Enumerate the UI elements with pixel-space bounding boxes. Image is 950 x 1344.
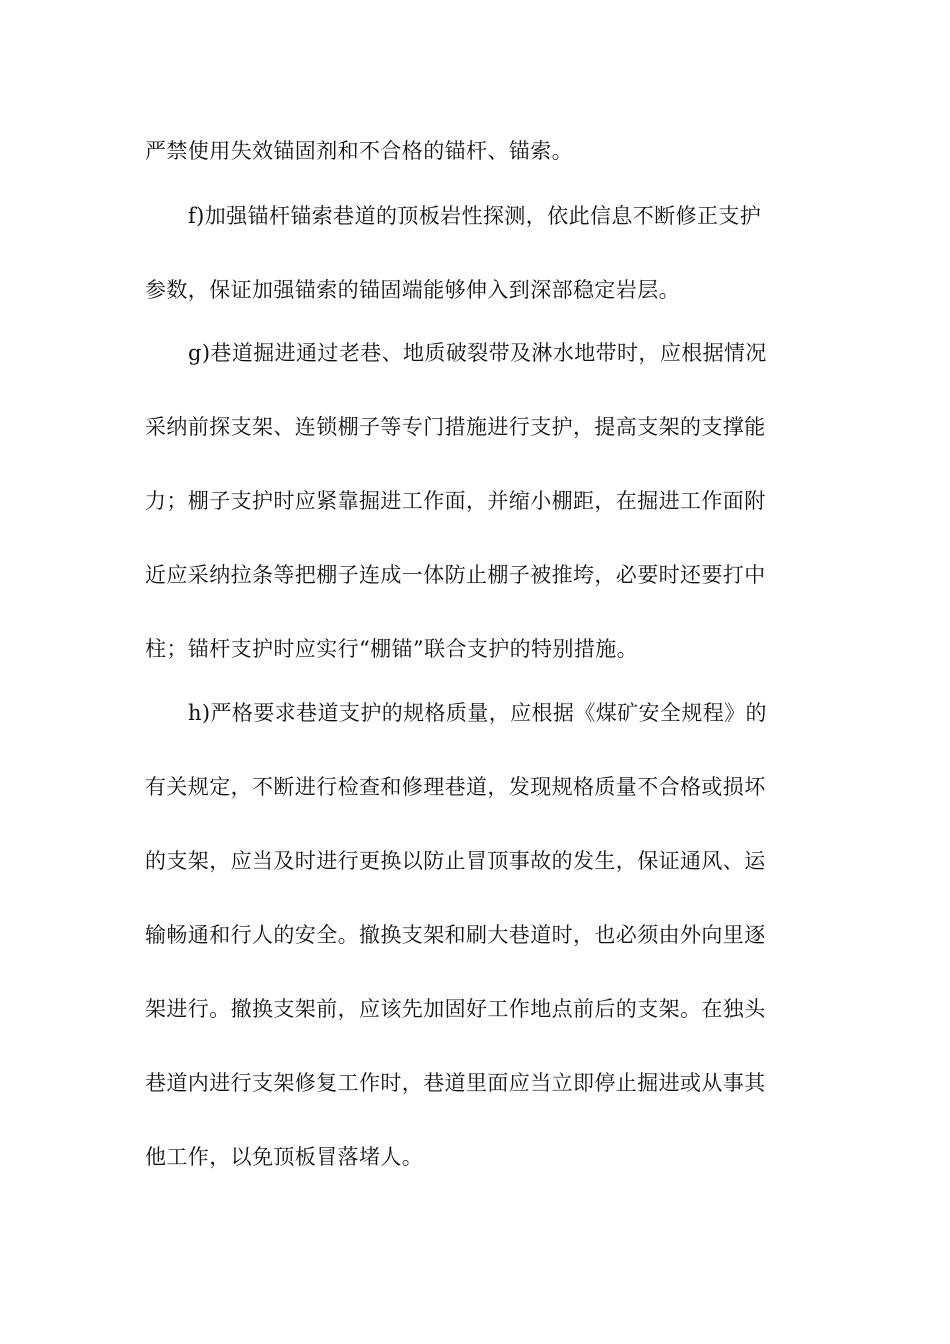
text-line: 柱；锚杆支护时应实行“棚锚”联合支护的特别措施。 bbox=[145, 637, 639, 661]
text-line: 近应采纳拉条等把棚子连成一体防止棚子被推垮，必要时还要打中 bbox=[145, 563, 766, 587]
text-line: 的支架，应当及时进行更换以防止冒顶事故的发生，保证通风、运 bbox=[145, 849, 766, 873]
text-line: 采纳前探支架、连锁棚子等专门措施进行支护，提高支架的支撑能 bbox=[145, 415, 766, 439]
text-line: 严禁使用失效锚固剂和不合格的锚杆、锚索。 bbox=[145, 139, 573, 163]
text-line: 架进行。撤换支架前，应该先加固好工作地点前后的支架。在独头 bbox=[145, 997, 766, 1021]
text-line: f)加强锚杆锚索巷道的顶板岩性探测，依此信息不断修正支护 bbox=[188, 204, 762, 228]
text-line: 参数，保证加强锚索的锚固端能够伸入到深部稳定岩层。 bbox=[145, 278, 680, 302]
text-line: g)巷道掘进通过老巷、地质破裂带及淋水地带时，应根据情况 bbox=[188, 341, 767, 365]
text-line: 他工作，以免顶板冒落堵人。 bbox=[145, 1145, 424, 1169]
text-line: h)严格要求巷道支护的规格质量，应根据《煤矿安全规程》的 bbox=[188, 701, 767, 725]
text-line: 力；棚子支护时应紧靠掘进工作面，并缩小棚距，在掘进工作面附 bbox=[145, 489, 766, 513]
text-line: 巷道内进行支架修复工作时，巷道里面应当立即停止掘进或从事其 bbox=[145, 1071, 766, 1095]
text-line: 输畅通和行人的安全。撤换支架和刷大巷道时，也必须由外向里逐 bbox=[145, 923, 766, 947]
text-line: 有关规定，不断进行检查和修理巷道，发现规格质量不合格或损坏 bbox=[145, 775, 766, 799]
